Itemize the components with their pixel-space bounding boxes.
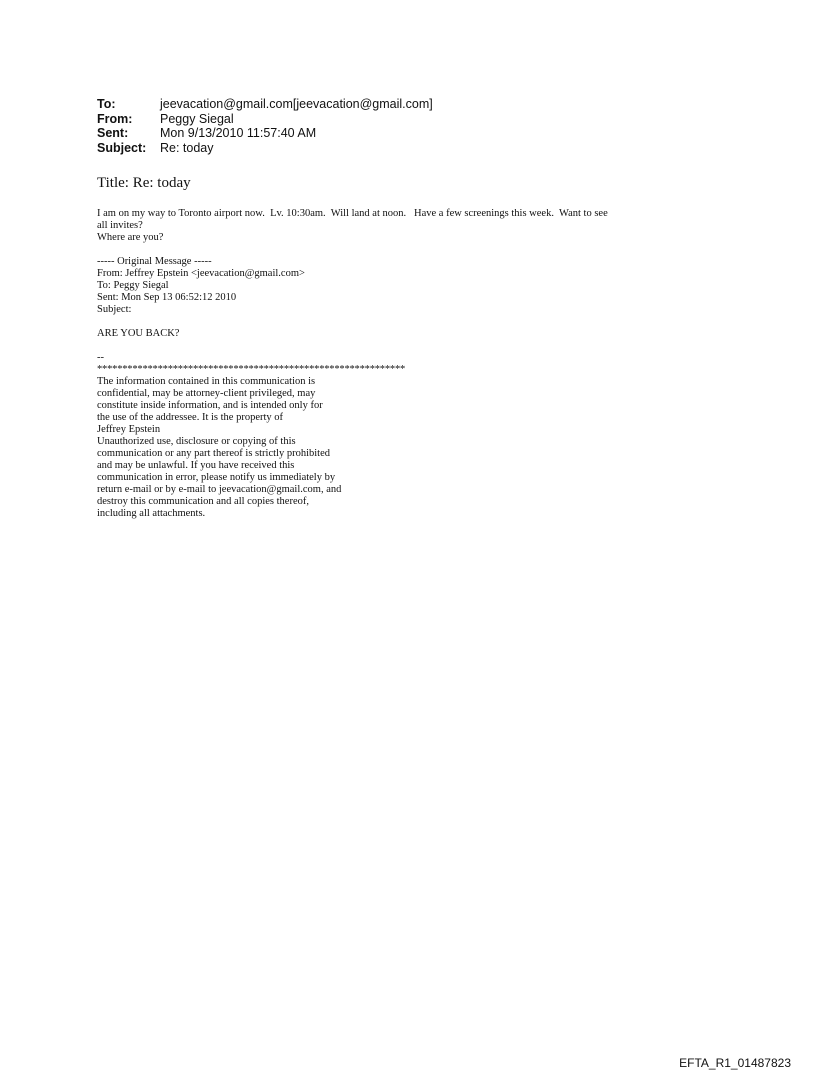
disclaimer-line: return e-mail or by e-mail to jeevacation@gmail.com, and: [97, 484, 342, 495]
reply-line: all invites?: [97, 220, 143, 231]
disclaimer-line: destroy this communication and all copies thereof,: [97, 496, 309, 507]
email-header: [97, 97, 433, 155]
subject-value: Re: today: [160, 140, 214, 155]
header-from-row: [97, 112, 433, 127]
original-to: To: Peggy Siegal: [97, 280, 169, 291]
from-value: Peggy Siegal: [160, 111, 234, 126]
disclaimer-line: including all attachments.: [97, 508, 206, 519]
signature-dashes: --: [97, 352, 104, 363]
header-subject-row: [97, 141, 433, 156]
sent-label: Sent:: [97, 126, 129, 140]
document-id: EFTA_R1_01487823: [679, 1056, 791, 1070]
spacer: [97, 244, 757, 256]
original-subject: Subject:: [97, 304, 132, 315]
disclaimer-line: confidential, may be attorney-client privileged, may: [97, 388, 316, 399]
email-body: [97, 208, 757, 520]
disclaimer: [97, 376, 757, 520]
disclaimer-line: constitute inside information, and is intended only for: [97, 400, 323, 411]
reply-line: Where are you?: [97, 232, 164, 243]
disclaimer-line: communication or any part thereof is strictly prohibited: [97, 448, 330, 459]
disclaimer-line: Jeffrey Epstein: [97, 424, 161, 435]
page-title: Title: Re: today: [97, 175, 191, 191]
to-value: jeevacation@gmail.com[jeevacation@gmail.com]: [160, 97, 433, 111]
original-message-text: ARE YOU BACK?: [97, 328, 180, 339]
signature-separator: *************************************************************: [97, 364, 406, 375]
disclaimer-line: Unauthorized use, disclosure or copying of this: [97, 436, 296, 447]
from-label: From:: [97, 111, 133, 126]
disclaimer-line: the use of the addressee. It is the property of: [97, 412, 284, 423]
original-from: From: Jeffrey Epstein <jeevacation@gmail.com>: [97, 268, 305, 279]
disclaimer-line: communication in error, please notify us immediately by: [97, 472, 336, 483]
to-label: To:: [97, 97, 116, 111]
disclaimer-line: The information contained in this communication is: [97, 376, 316, 387]
header-sent-row: [97, 126, 433, 141]
spacer: [97, 316, 757, 328]
header-to-row: [97, 97, 433, 112]
original-message-header: ----- Original Message -----: [97, 256, 212, 267]
disclaimer-line: and may be unlawful. If you have received this: [97, 460, 295, 471]
spacer: [97, 340, 757, 352]
original-sent: Sent: Mon Sep 13 06:52:12 2010: [97, 292, 237, 303]
subject-label: Subject:: [97, 140, 147, 155]
sent-value: Mon 9/13/2010 11:57:40 AM: [160, 126, 317, 140]
reply-line: I am on my way to Toronto airport now. Lv. 10:30am. Will land at noon. Have a few screenings this week. Want to see: [97, 208, 608, 219]
